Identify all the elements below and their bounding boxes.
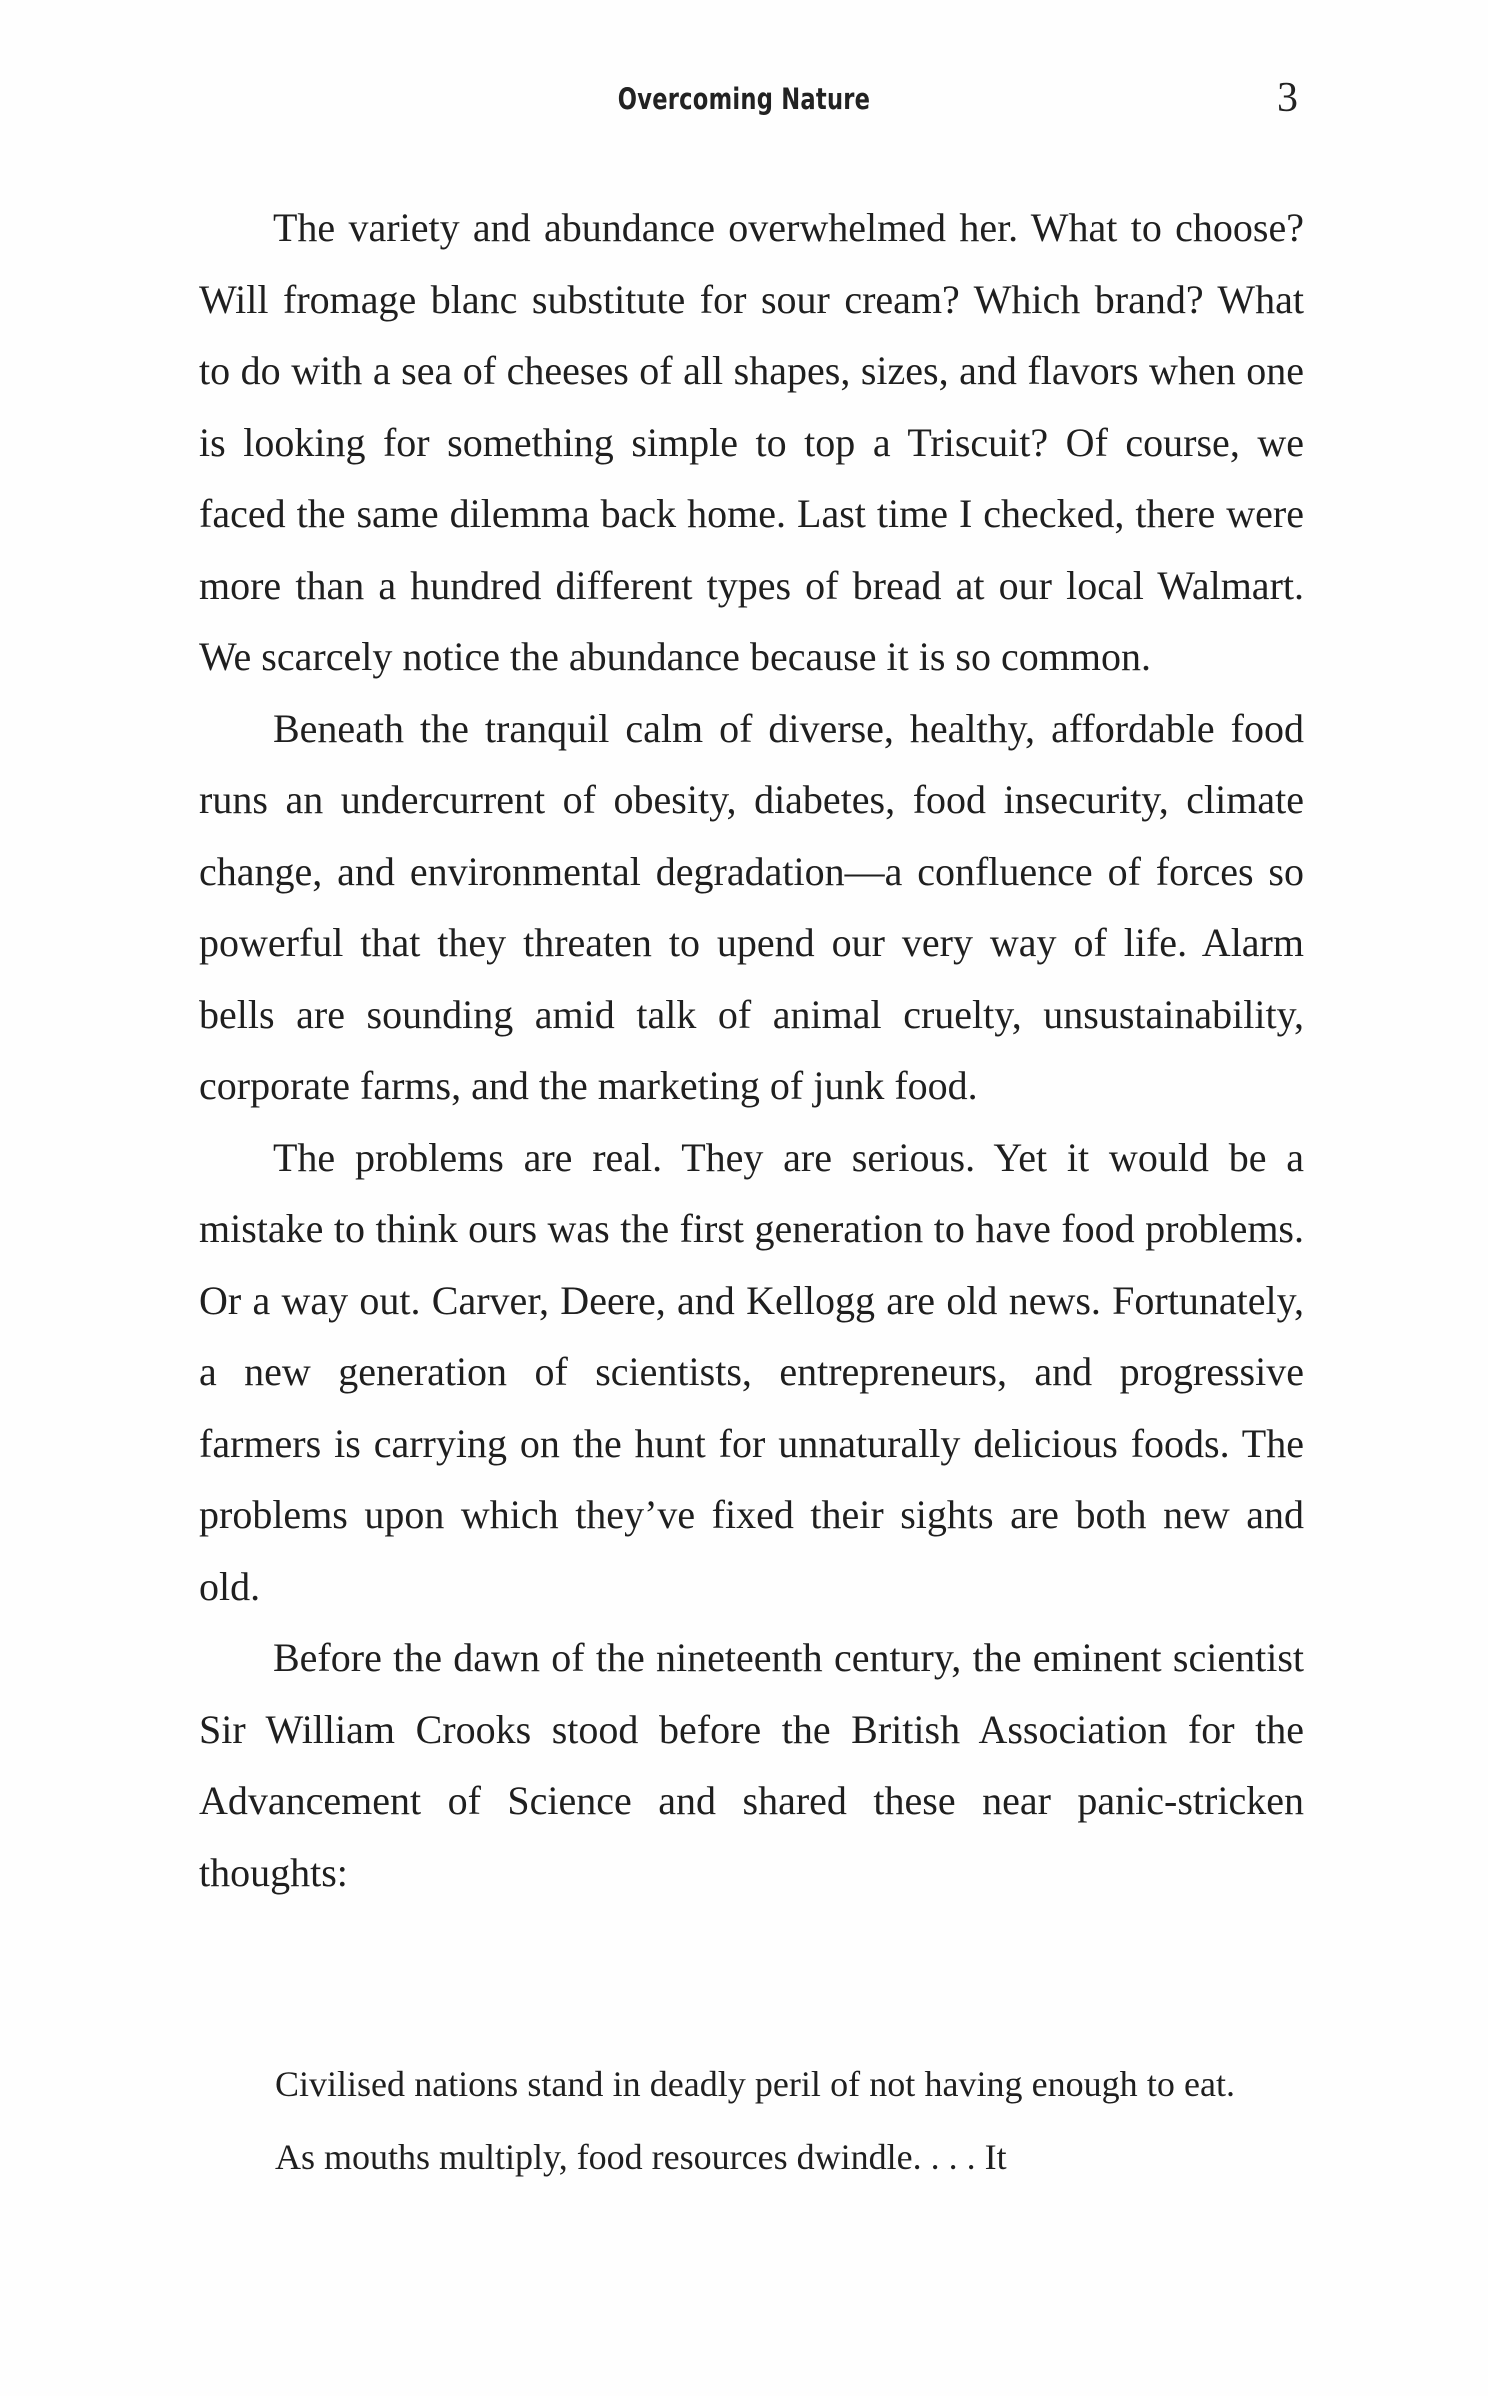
body-text (199, 192, 1304, 1908)
block-quote-text: Civilised nations stand in deadly peril of not having enough to eat. As mouths multiply, food resources dwindle. . . . It (275, 2064, 1235, 2177)
running-header (0, 75, 1488, 142)
paragraph-4: Before the dawn of the nineteenth century, the eminent scientist Sir William Crooks stood before the British Association for the Advancement of Science and shared these near panic-stricken thoughts: (199, 1635, 1304, 1895)
paragraph-2: Beneath the tranquil calm of diverse, healthy, affordable food runs an undercurrent of obesity, diabetes, food insecurity, climate change, and environmental degradation—a confluence of forces so powerful that they threaten to upend our very way of life. Alarm bells are sounding amid talk of animal cruelty, unsustainability, corporate farms, and the marketing of junk food. (199, 705, 1304, 1108)
page-number: 3 (1277, 75, 1298, 121)
running-title: Overcoming Nature (617, 82, 871, 116)
paragraph-3: The problems are real. They are serious. Yet it would be a mistake to think ours was the first generation to have food problems. Or a way out. Carver, Deere, and Kellogg are old news. Fortunately, a new generation of scientists, entrepreneurs, and progressive farmers is carrying on the hunt for unnaturally delicious foods. The problems upon which they’ve fixed their sights are both new and old. (199, 1134, 1304, 1609)
paragraph-1: The variety and abundance overwhelmed her. What to choose? Will fromage blanc substitute for sour cream? Which brand? What to do with a sea of cheeses of all shapes, sizes, and flavors when one is looking for something simple to top a Triscuit? Of course, we faced the same dilemma back home. Last time I checked, there were more than a hundred different types of bread at our local Walmart. We scarcely notice the abundance because it is so common. (199, 205, 1304, 679)
block-quote (275, 2048, 1235, 2194)
